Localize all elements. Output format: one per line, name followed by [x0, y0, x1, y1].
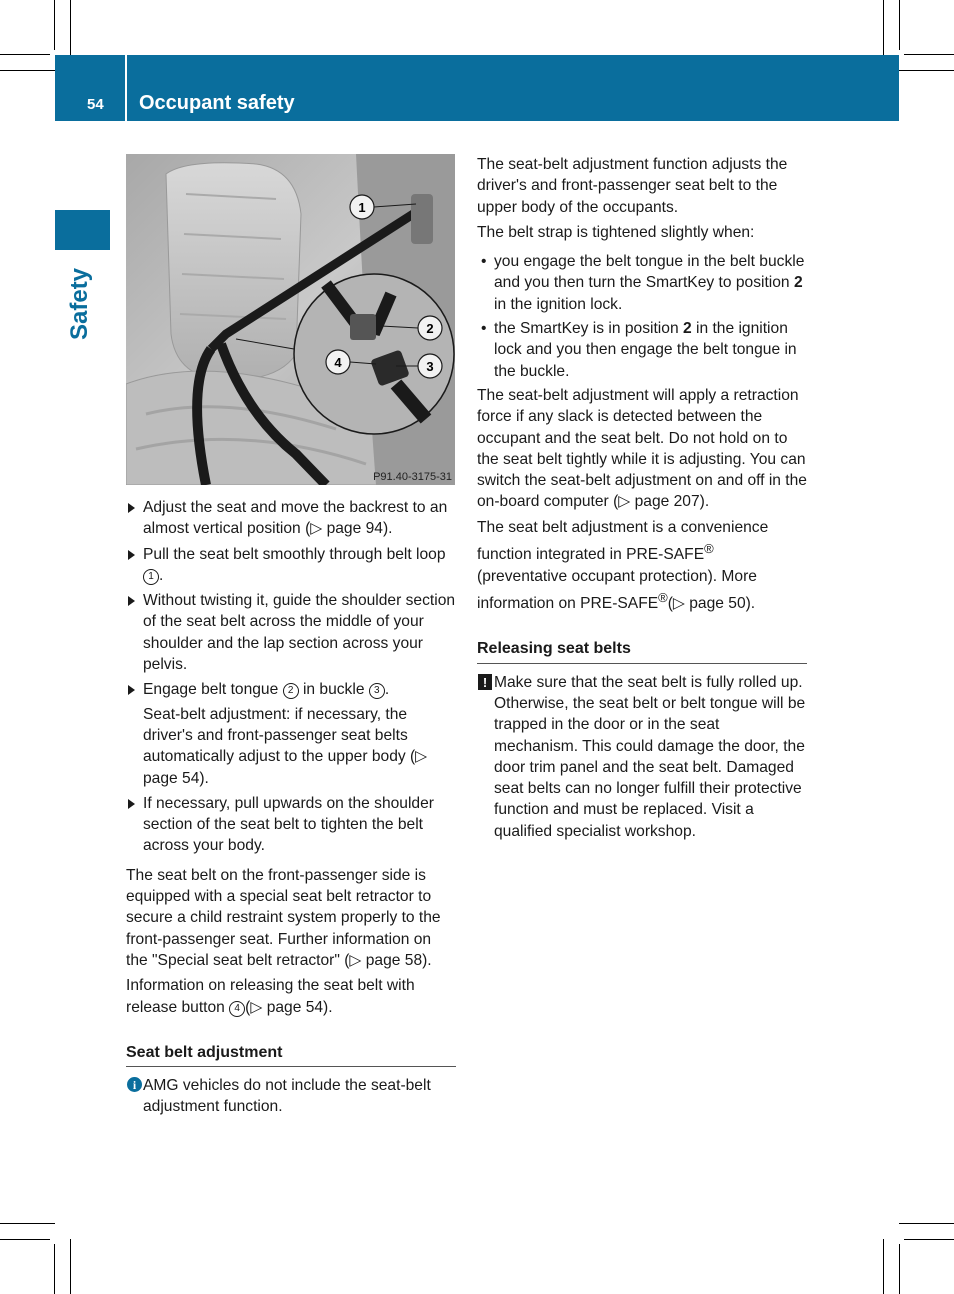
bullet-bold: 2	[793, 274, 803, 292]
bullet-item	[477, 251, 807, 315]
registered-mark: ®	[658, 589, 668, 605]
step-text: Adjust the seat and move the backrest to an almost vertical position (▷ page 94).	[143, 499, 448, 538]
crop-mark	[899, 0, 900, 50]
step-arrow-icon	[128, 596, 135, 606]
bullet-dot: •	[481, 253, 487, 271]
instruction-step	[126, 590, 456, 675]
seat-belt-photo	[126, 154, 455, 485]
paragraph: The seat-belt adjustment function adjusts the driver's and front-passenger seat belt to the upper body of the occupants.	[477, 156, 788, 216]
step-text: in buckle	[298, 681, 369, 699]
callout-ref: 1	[143, 569, 159, 585]
bullet-text: the SmartKey is in position	[494, 320, 683, 338]
crop-mark	[70, 0, 71, 55]
crop-mark	[883, 1239, 884, 1294]
callout-2-label: 2	[426, 321, 434, 336]
crop-mark	[904, 1239, 954, 1240]
paragraph: The seat-belt adjustment will apply a retraction force if any slack is detected between the occupant and the seat belt. Do not hold on to the seat belt tightly while it is adjusting. You can switch the seat-belt adjustment on and off in the on-board computer (▷ page 207).	[477, 386, 807, 511]
callout-ref: 3	[369, 683, 385, 699]
section-heading: Releasing seat belts	[477, 638, 807, 663]
crop-mark	[883, 0, 884, 55]
callout-1-label: 1	[358, 200, 366, 215]
registered-mark: ®	[704, 541, 714, 557]
warning-icon	[478, 674, 492, 696]
crop-mark	[899, 70, 954, 71]
step-text: Pull the seat belt smoothly through belt loop	[143, 545, 446, 563]
instruction-step	[126, 793, 456, 857]
side-tab-label: Safety	[66, 267, 93, 340]
crop-mark	[899, 1244, 900, 1294]
bullet-dot: •	[481, 320, 487, 338]
step-text: .	[384, 681, 390, 699]
svg-text:i: i	[132, 1078, 137, 1093]
paragraph-text: (preventative occupant protection). More information on PRE-SAFE	[477, 567, 757, 613]
step-text: If necessary, pull upwards on the shoulder section of the seat belt to tighten the belt across your body.	[143, 794, 434, 855]
paragraph: The belt strap is tightened slightly when:	[477, 223, 755, 241]
page-header	[55, 55, 899, 121]
step-arrow-icon	[128, 550, 135, 560]
left-column	[126, 497, 456, 1122]
crop-mark	[54, 0, 55, 50]
crop-mark	[54, 1244, 55, 1294]
callout-3-label: 3	[426, 359, 434, 374]
bullet-text: in the ignition lock and you then engage the belt tongue in the buckle.	[494, 320, 797, 380]
step-arrow-icon	[128, 685, 135, 695]
paragraph-text: (▷ page 50).	[667, 595, 756, 613]
step-arrow-icon	[128, 799, 135, 809]
crop-mark	[0, 1239, 50, 1240]
instruction-step	[126, 497, 456, 540]
right-column	[477, 154, 807, 846]
bullet-text: you engage the belt tongue in the belt buckle and you then turn the SmartKey to position	[494, 253, 805, 292]
crop-mark	[904, 54, 954, 55]
crop-mark	[0, 70, 55, 71]
paragraph: The seat belt on the front-passenger side is equipped with a special seat belt retractor to secure a child restraint system properly to the front-passenger seat. Further information on the "Special seat belt retractor" (▷ page 58).	[126, 866, 441, 969]
info-note	[126, 1075, 456, 1118]
section-heading: Seat belt adjustment	[126, 1042, 456, 1067]
bullet-item	[477, 318, 807, 382]
side-tab	[55, 210, 110, 250]
instruction-step	[126, 679, 456, 788]
callout-ref: 2	[283, 683, 299, 699]
step-text: Engage belt tongue	[143, 681, 283, 699]
bullet-text: in the ignition lock.	[494, 295, 623, 313]
bullet-bold: 2	[682, 320, 692, 338]
header-divider	[125, 55, 127, 121]
crop-mark	[899, 1223, 954, 1224]
step-arrow-icon	[128, 503, 135, 513]
info-text: AMG vehicles do not include the seat-belt adjustment function.	[143, 1077, 431, 1116]
callout-4-label: 4	[334, 355, 342, 370]
crop-mark	[70, 1239, 71, 1294]
callout-ref: 4	[229, 1001, 245, 1017]
step-result: Seat-belt adjustment: if necessary, the driver's and front-passenger seat belts automatically adjust to the upper body (▷ page 54).	[143, 705, 428, 787]
info-icon	[127, 1077, 142, 1098]
crop-mark	[0, 54, 50, 55]
step-text: .	[159, 566, 164, 584]
page-number: 54	[87, 96, 104, 113]
figure-code: P91.40-3175-31	[373, 471, 452, 483]
paragraph	[477, 517, 807, 615]
instruction-step	[126, 544, 456, 587]
paragraph-text: Information on releasing the seat belt with release button	[126, 977, 415, 1016]
warning-note	[477, 672, 807, 842]
paragraph-text: (▷ page 54).	[245, 998, 333, 1016]
paragraph-text: The seat belt adjustment is a convenience function integrated in PRE-SAFE	[477, 518, 769, 564]
step-text: Without twisting it, guide the shoulder section of the seat belt across the middle of your shoulder and the lap section across your pelvis.	[143, 592, 456, 674]
paragraph	[126, 975, 456, 1018]
svg-text:!: !	[482, 674, 488, 690]
section-title: Occupant safety	[139, 92, 295, 114]
warning-text: Make sure that the seat belt is fully rolled up. Otherwise, the seat belt or belt tongue will be trapped in the door or in the seat mechanism. This could damage the door, the door trim panel and the seat belt. Damaged seat belts can no longer fulfill their protective function and must be replaced. Visit a qualified specialist workshop.	[494, 673, 806, 840]
crop-mark	[0, 1223, 55, 1224]
